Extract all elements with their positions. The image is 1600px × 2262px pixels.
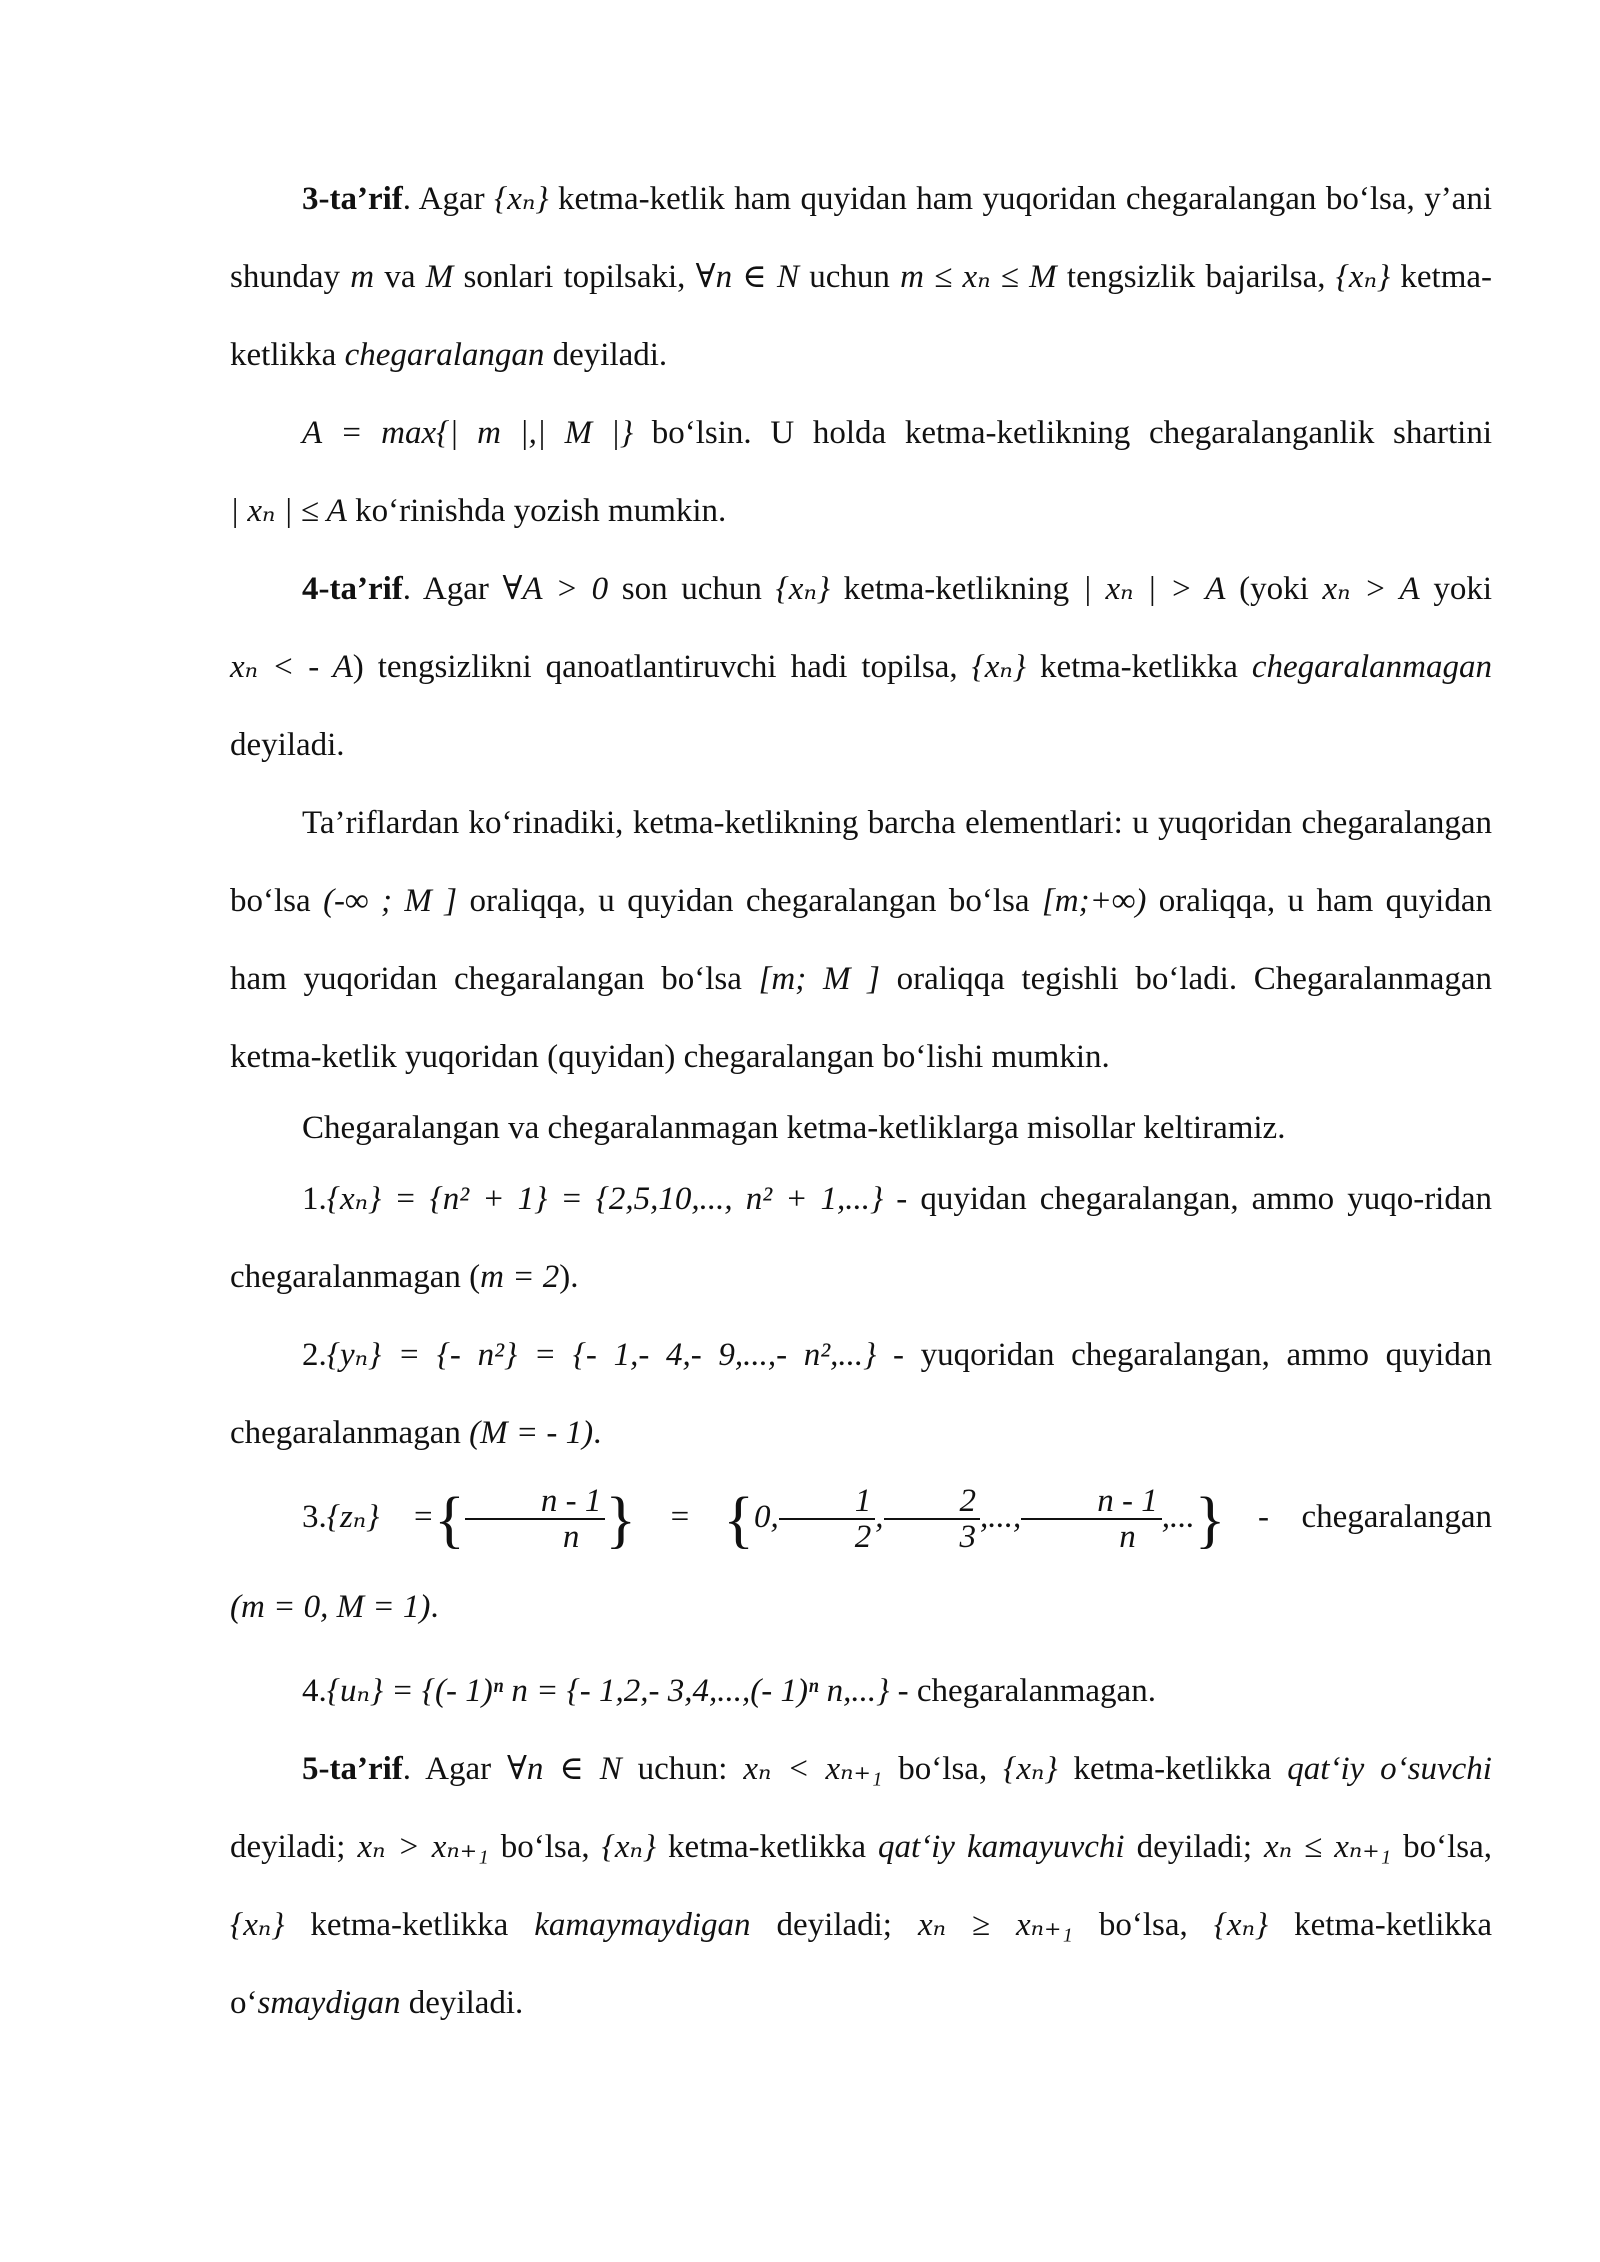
fraction (465, 1484, 606, 1554)
formula: xₙ < - A (230, 649, 353, 685)
list-number: 2. (302, 1337, 327, 1373)
text: . Agar (402, 571, 503, 607)
text: Ta’riflardan ko‘rinadiki, ketma-ketlikning barcha elementlari: u yuqoridan chegaralangan bo‘lsa (230, 805, 1492, 919)
text: deyiladi. (230, 727, 345, 763)
emphasis: qat‘iy o‘suvchi (1287, 1751, 1492, 1787)
boundedness-note (230, 394, 1492, 550)
formula: | xₙ | ≤ A (230, 493, 347, 529)
formula: {uₙ} = {(- 1)ⁿ n = {- 1,2,- 3,4,...,(- 1)ⁿ n,...} - (326, 1673, 909, 1709)
text: son uchun (608, 571, 776, 607)
numerator: 1 (779, 1484, 876, 1520)
text: . Agar (402, 181, 495, 217)
example-4 (230, 1652, 1492, 1730)
text: oraliqqa, u quyidan chegaralangan bo‘lsa (457, 883, 1042, 919)
formula: ∀n ∈ N (507, 1751, 622, 1787)
list-number: 4. (302, 1673, 327, 1709)
examples-intro: Chegaralangan va chegaralanmagan ketma-ketliklarga misollar keltiramiz. (302, 1110, 1286, 1146)
formula: m ≤ xₙ ≤ M (900, 259, 1057, 295)
remark-paragraph (230, 784, 1492, 1096)
formula: (M = - 1) (469, 1415, 594, 1451)
definition-label: 3-ta’rif (302, 181, 403, 217)
formula: m (350, 259, 375, 295)
text: bo‘lsa, (882, 1751, 1004, 1787)
text: quyidan chegaralangan, ammo yuqo-ridan chegaralanmagan ( (230, 1181, 1492, 1295)
formula: (m = 0, M = 1) (230, 1589, 431, 1625)
text: . (593, 1415, 602, 1451)
definition-3 (230, 160, 1492, 394)
text: ketma-ketlikka (656, 1829, 878, 1865)
brace: } (1194, 1483, 1226, 1555)
fraction (779, 1484, 876, 1554)
emphasis: qat‘iy kamayuvchi (877, 1829, 1125, 1865)
text: deyiladi. (544, 337, 668, 373)
emphasis: kamaymaydigan (534, 1907, 751, 1943)
numerator: 2 (884, 1484, 981, 1520)
text: . Agar (402, 1751, 508, 1787)
text: ,... (1161, 1499, 1195, 1535)
brace: { (723, 1483, 755, 1555)
text: deyiladi; (750, 1907, 918, 1943)
formula: M (425, 259, 454, 295)
formula: {xₙ} (775, 571, 831, 607)
formula: xₙ ≥ xₙ₊₁ (917, 1907, 1073, 1943)
formula: {xₙ} = {n² + 1} = {2,5,10,..., n² + 1,...} - (326, 1181, 908, 1217)
text: ketma-ketlikning (830, 571, 1083, 607)
text: . (430, 1589, 439, 1625)
definition-4 (230, 550, 1492, 784)
denominator: n (1119, 1519, 1136, 1556)
text: bo‘lsin. U holda ketma-ketlikning chegaralanganlik shartini (633, 415, 1492, 451)
text: oraliqqa tegishli bo‘ladi. Chegaralanmagan ketma-ketlik yuqoridan (quyidan) chegaralangan bo‘lishi mumkin. (230, 961, 1492, 1075)
formula: (-∞ ; M ] (323, 883, 458, 919)
text: bo‘lsa, (1391, 1829, 1493, 1865)
text: deyiladi; (1124, 1829, 1265, 1865)
definition-label: 4-ta’rif (302, 571, 403, 607)
formula: m = 2 (480, 1259, 560, 1295)
text: (yoki (1225, 571, 1323, 607)
text: ketma-ketlikka o‘ (230, 1907, 1493, 2021)
text: 0, (754, 1499, 779, 1535)
text: uchun: (621, 1751, 744, 1787)
formula: xₙ ≤ xₙ₊₁ (1264, 1829, 1392, 1865)
definition-5 (230, 1730, 1492, 2042)
formula: {xₙ} (230, 1907, 285, 1943)
fraction (1021, 1484, 1162, 1554)
example-1 (230, 1160, 1492, 1316)
definition-label: 5-ta’rif (302, 1751, 403, 1787)
text: ko‘rinishda yozish mumkin. (346, 493, 727, 529)
brace: { (434, 1483, 465, 1555)
text: deyiladi. (400, 1985, 524, 2021)
formula: xₙ > xₙ₊₁ (357, 1829, 489, 1865)
example-3 (230, 1472, 1492, 1652)
formula: {xₙ} (971, 649, 1026, 685)
emphasis: chegaralanmagan (1251, 649, 1493, 685)
text: ) tengsizlikni qanoatlantiruvchi hadi topilsa, (352, 649, 972, 685)
formula: A = max{| m |,| M |} (302, 415, 634, 451)
text: tengsizlik bajarilsa, (1056, 259, 1336, 295)
numerator: n - 1 (465, 1484, 606, 1520)
text: ketma-ketlikka (230, 259, 1492, 373)
text: bo‘lsa, (488, 1829, 602, 1865)
formula: xₙ > A (1322, 571, 1420, 607)
text: ketma-ketlikka (1057, 1751, 1288, 1787)
denominator: n (562, 1519, 580, 1556)
emphasis: chegaralangan (344, 337, 545, 373)
formula: {xₙ} (1213, 1907, 1269, 1943)
denominator: 2 (854, 1519, 872, 1556)
text: oraliqqa, u ham quyidan ham yuqoridan chegaralangan bo‘lsa (230, 883, 1492, 997)
text: va (374, 259, 426, 295)
list-number: 1. (302, 1181, 327, 1217)
formula: [m;+∞) (1041, 883, 1147, 919)
example-2 (230, 1316, 1492, 1472)
formula-lhs: {zₙ} = (326, 1499, 435, 1535)
text: chegaralangan (1268, 1499, 1492, 1535)
brace: } (605, 1483, 637, 1555)
formula: {zₙ} ={ $\frac{n - 1}{n}$ } = {0, $\frac{1}{2}$ , $\frac{2}{3}$ ,..., $\frac{n - 1}{n}$ ,...} - (326, 1483, 1269, 1556)
text: ketma-ketlikka (1026, 649, 1252, 685)
formula: ∀A > 0 (502, 571, 609, 607)
text: ketma-ketlikka (284, 1907, 535, 1943)
text: ketma-ketlik ham quyidan ham yuqoridan chegaralangan bo‘lsa, y’ani shunday (230, 181, 1492, 295)
text: - (1225, 1499, 1269, 1535)
formula: {xₙ} (1335, 259, 1391, 295)
formula: {xₙ} (494, 181, 549, 217)
fraction (884, 1484, 981, 1554)
equals: = (636, 1499, 724, 1535)
formula: {xₙ} (1003, 1751, 1058, 1787)
emphasis: smaydigan (257, 1985, 401, 2021)
text: ). (559, 1259, 579, 1295)
formula: xₙ < xₙ₊₁ (743, 1751, 883, 1787)
text: chegaralanmagan. (908, 1673, 1156, 1709)
text: ,..., (980, 1499, 1022, 1535)
formula: {yₙ} = {- n²} = {- 1,- 4,- 9,...,- n²,...} - (326, 1337, 904, 1373)
text: deyiladi; (230, 1829, 358, 1865)
formula: {xₙ} (601, 1829, 657, 1865)
text: uchun (799, 259, 901, 295)
denominator: 3 (959, 1519, 977, 1556)
numerator: n - 1 (1021, 1484, 1162, 1520)
formula: [m; M ] (758, 961, 880, 997)
document-page (230, 160, 1492, 2042)
text: bo‘lsa, (1072, 1907, 1214, 1943)
list-number: 3. (302, 1499, 327, 1535)
formula: | xₙ | > A (1082, 571, 1226, 607)
text: yuqoridan chegaralangan, ammo quyidan chegaralanmagan (230, 1337, 1492, 1451)
text: sonlari topilsaki, (453, 259, 696, 295)
text: yoki (1419, 571, 1492, 607)
formula: ∀n ∈ N (695, 259, 799, 295)
